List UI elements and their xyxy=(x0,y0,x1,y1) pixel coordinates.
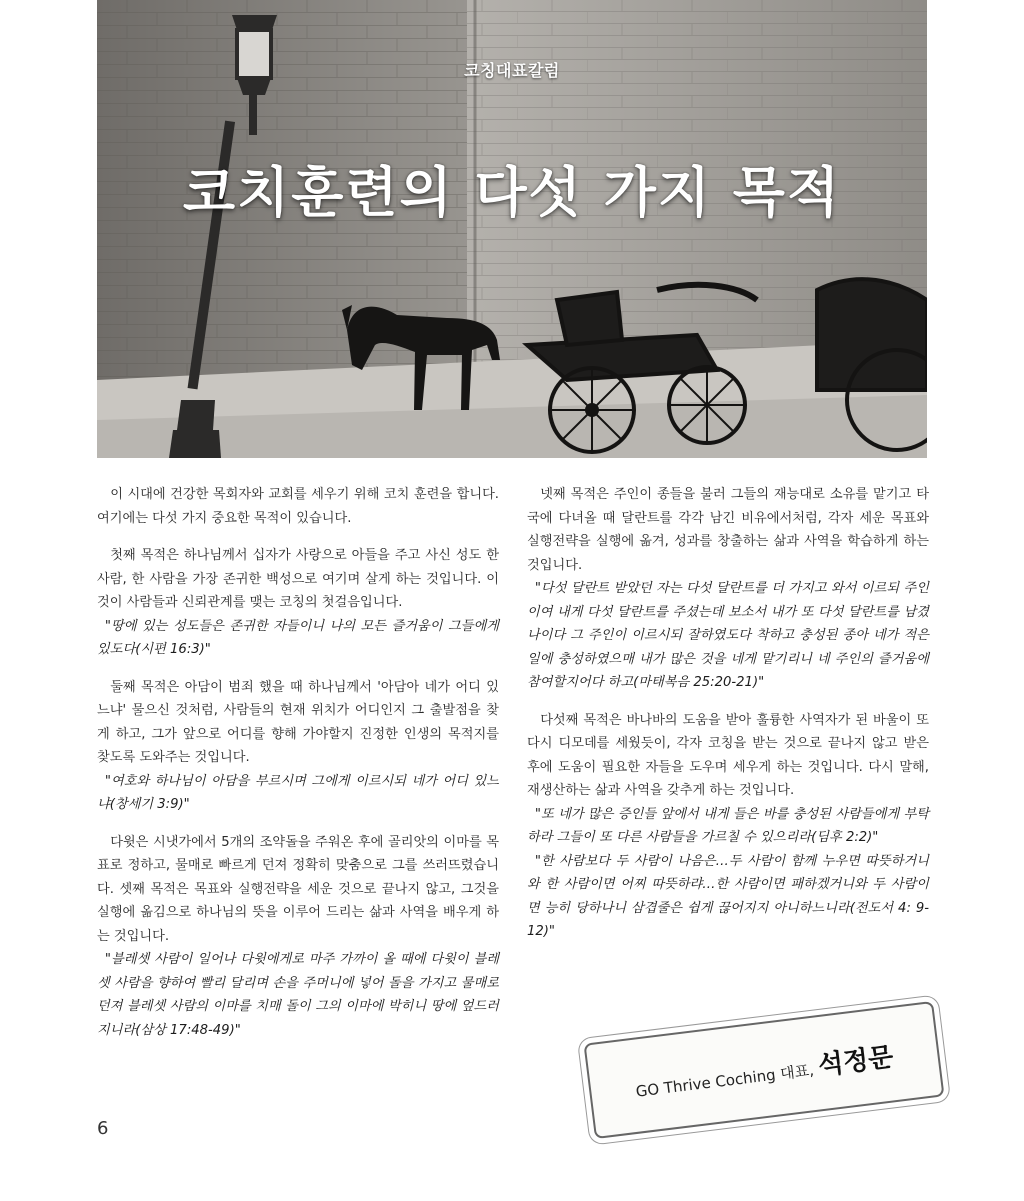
paragraph-spacer xyxy=(97,662,499,676)
scripture-quote: "블레셋 사람이 일어나 다윗에게로 마주 가까이 올 때에 다윗이 블레셋 사람을 향하여 빨리 달리며 손을 주머니에 넣어 돌을 가지고 물매로 던져 블레셋 사람의 이마를 치매 돌이 그의 이마에 박히니 땅에 엎드러지니라(삼상 17:48-49)" xyxy=(97,952,499,1038)
article-column-left xyxy=(97,483,499,1042)
body-paragraph: 첫째 목적은 하나님께서 십자가 사랑으로 아들을 주고 사신 성도 한 사람, 한 사람을 가장 존귀한 백성으로 여기며 살게 하는 것입니다. 이것이 사람들과 신뢰관계를 맺는 코칭의 첫걸음입니다. xyxy=(97,548,499,610)
author-signature-badge xyxy=(583,1001,944,1139)
paragraph-spacer xyxy=(97,817,499,831)
page-number: 6 xyxy=(97,1118,109,1139)
scripture-quote: "여호와 하나님이 아담을 부르시며 그에게 이르시되 네가 어디 있느냐(창세기 3:9)" xyxy=(97,773,499,812)
column-category: 코칭대표칼럼 xyxy=(464,61,560,80)
body-paragraph: 넷째 목적은 주인이 종들을 불러 그들의 재능대로 소유를 맡기고 타국에 다녀올 때 달란트를 각각 남긴 비유에서처럼, 각자 세운 목표와 실행전략을 실행에 옮겨, 성과를 창출하는 삶과 사역을 학습하게 하는 것입니다. xyxy=(527,487,929,573)
hero-photo xyxy=(97,0,927,458)
scripture-quote: "또 네가 많은 증인들 앞에서 내게 들은 바를 충성된 사람들에게 부탁하라 그들이 또 다른 사람들을 가르칠 수 있으리라(딤후 2:2)" xyxy=(527,806,929,845)
paragraph-spacer xyxy=(527,695,929,709)
body-paragraph: 이 시대에 건강한 목회자와 교회를 세우기 위해 코치 훈련을 합니다. 여기에는 다섯 가지 중요한 목적이 있습니다. xyxy=(97,487,499,526)
article-title: 코치훈련의 다섯 가지 목적 xyxy=(182,161,842,224)
body-paragraph: 다윗은 시냇가에서 5개의 조약돌을 주워온 후에 골리앗의 이마를 목표로 정하고, 물매로 빠르게 던져 정확히 맞춤으로 그를 쓰러뜨렸습니다. 셋째 목적은 목표와 실행전략을 세운 것으로 끝나지 않고, 그것을 실행에 옮김으로 하나님의 뜻을 이루어 드리는 삶과 사역을 배우게 하는 것입니다. xyxy=(97,834,499,944)
article-column-right xyxy=(527,483,929,944)
author-name: 석정문 xyxy=(816,1042,896,1082)
scripture-quote: "땅에 있는 성도들은 존귀한 자들이니 나의 모든 즐거움이 그들에게 있도다(시편 16:3)" xyxy=(97,618,499,657)
scripture-quote: "다섯 달란트 받았던 자는 다섯 달란트를 더 가지고 와서 이르되 주인이여 내게 다섯 달란트를 주셨는데 보소서 내가 또 다섯 달란트를 남겼나이다 그 주인이 이르시되 잘하였도다 착하고 충성된 종아 네가 적은 일에 충성하였으매 내가 많은 것을 네게 맡기리니 네 주인의 즐거움에 참여할지어다 하고(마태복음 25:20-21)" xyxy=(527,581,929,690)
paragraph-spacer xyxy=(97,530,499,544)
scripture-quote: "한 사람보다 두 사람이 나음은…두 사람이 함께 누우면 따뜻하거니와 한 사람이면 어찌 따뜻하랴…한 사람이면 패하겠거니와 두 사람이면 능히 당하나니 삼겹줄은 쉽게 끊어지지 아니하느니라(전도서 4: 9-12)" xyxy=(527,853,929,939)
author-role: GO Thrive Coching 대표, xyxy=(634,1061,815,1101)
body-paragraph: 다섯째 목적은 바나바의 도움을 받아 훌륭한 사역자가 된 바울이 또다시 디모데를 세웠듯이, 각자 코칭을 받는 것으로 끝나지 않고 받은 후에 도움이 필요한 자들을 도우며 세우게 하는 것입니다. 다시 말해, 재생산하는 삶과 사역을 갖추게 하는 것입니다. xyxy=(527,712,929,798)
body-paragraph: 둘째 목적은 아담이 범죄 했을 때 하나님께서 '아담아 네가 어디 있느냐' 물으신 것처럼, 사람들의 현재 위치가 어디인지 그 출발점을 찾게 하고, 그가 앞으로 어디를 향해 가야할지 진정한 인생의 목적지를 찾도록 도와주는 것입니다. xyxy=(97,679,499,765)
